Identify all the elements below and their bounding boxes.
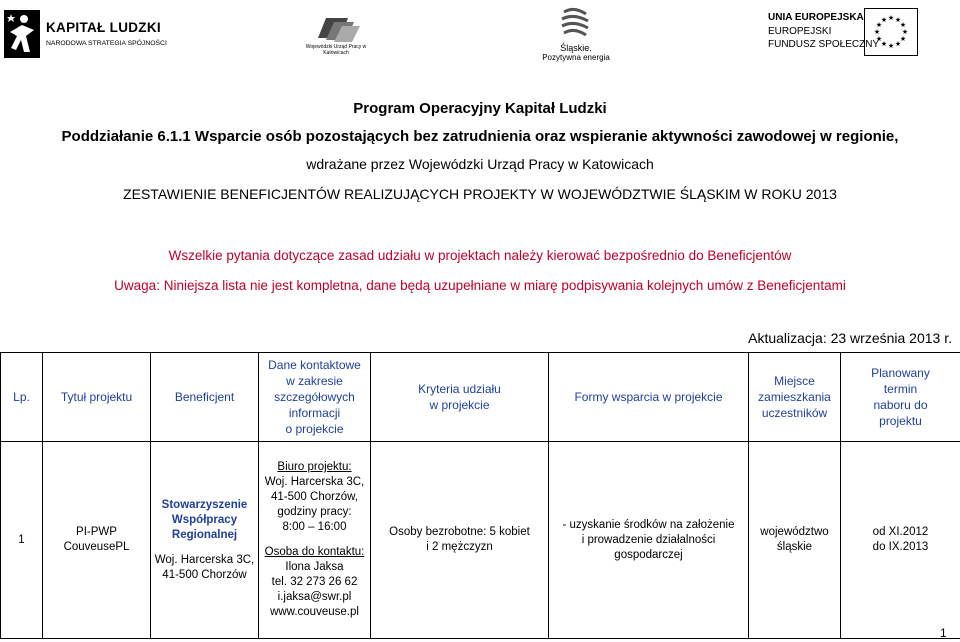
cell-contact: [259, 442, 371, 639]
cell-beneficiary: [151, 442, 259, 639]
office-line: 8:00 – 16:00: [282, 521, 347, 533]
svg-text:★: ★: [887, 14, 895, 22]
header-criteria-line: Kryteria udziału: [418, 382, 501, 396]
header-residence-line: zamieszkania: [758, 390, 831, 404]
svg-text:★: ★: [899, 21, 907, 29]
slaskie-waves-icon: [556, 6, 596, 42]
criteria-line: i 2 mężczyzn: [426, 541, 493, 553]
slaskie-logo: [536, 6, 616, 62]
svg-text:★: ★: [875, 35, 883, 43]
header-contact-line: Dane kontaktowe: [268, 358, 361, 372]
cell-criteria: [371, 442, 549, 639]
table-row: [1, 442, 960, 639]
beneficiary-name-line: Stowarzyszenie: [161, 498, 248, 511]
header-term-line: naboru do: [873, 398, 928, 412]
beneficiary-address-line: 41-500 Chorzów: [162, 568, 247, 581]
cell-residence: [749, 442, 841, 639]
header-residence: [749, 353, 841, 442]
header-term-line: termin: [883, 382, 918, 396]
header-forms: Formy wsparcia w projekcie: [549, 353, 749, 442]
contact-label: Osoba do kontaktu:: [264, 546, 365, 558]
header-beneficiary: Beneficjent: [151, 353, 259, 442]
incomplete-list-notice: Uwaga: Niniejsza lista nie jest kompletna, dane będą uzupełniane w miarę podpisywania kolejnych umów z Beneficjentami: [114, 278, 846, 293]
beneficiary-name-line: Regionalnej: [171, 528, 238, 541]
update-date: Aktualizacja: 23 września 2013 r.: [748, 330, 952, 346]
questions-notice: Wszelkie pytania dotyczące zasad udziału w projektach należy kierować bezpośrednio do Beneficjentów: [168, 248, 792, 263]
contact-line: Ilona Jaksa: [285, 561, 344, 573]
header-contact-line: w zakresie: [286, 374, 343, 388]
residence-line: śląskie: [776, 541, 813, 553]
header-term-line: projektu: [879, 414, 922, 428]
eu-line-3: FUNDUSZ SPOŁECZNY: [768, 39, 880, 50]
measure-title: Poddziałanie 6.1.1 Wsparcie osób pozostających bez zatrudnienia oraz wspieranie aktywności zawodowej w regionie,: [61, 128, 899, 145]
office-line: 41-500 Chorzów,: [271, 491, 358, 503]
eu-flag-icon: [864, 8, 918, 56]
wup-text: Wojewódzki Urząd Pracy w Katowicach: [305, 44, 367, 56]
kapital-ludzki-subtitle: NARODOWA STRATEGIA SPÓJNOŚCI: [46, 40, 167, 47]
beneficiaries-table: [0, 352, 960, 639]
beneficiary-name-line: Współpracy: [171, 513, 238, 526]
header-lp: Lp.: [1, 353, 43, 442]
slaskie-name: Śląskie.: [560, 43, 592, 53]
cell-lp: 1: [1, 442, 43, 639]
header-contact: [259, 353, 371, 442]
header-term-line: Planowany: [871, 366, 930, 380]
svg-text:★: ★: [894, 40, 902, 48]
page-number: 1: [940, 626, 947, 640]
wup-logo: [304, 14, 368, 64]
cell-title: [43, 442, 151, 639]
table-header-row: [1, 353, 960, 442]
term-line: do IX.2013: [872, 541, 929, 553]
slaskie-tagline: Pozytywna energia: [542, 53, 610, 62]
header-contact-line: szczegółowych: [274, 390, 355, 404]
svg-text:★: ★: [899, 35, 907, 43]
svg-text:★: ★: [873, 28, 881, 36]
wup-emblem-icon: [304, 14, 368, 44]
contact-website[interactable]: www.couveuse.pl: [270, 606, 359, 618]
beneficiary-address-line: Woj. Harcerska 3C,: [154, 553, 255, 566]
kapital-ludzki-emblem-icon: [4, 10, 40, 58]
header-contact-line: o projekcie: [285, 422, 344, 436]
svg-text:★: ★: [887, 42, 895, 50]
kapital-ludzki-logo: [4, 8, 167, 60]
summary-title: ZESTAWIENIE BENEFICJENTÓW REALIZUJĄCYCH PROJEKTY W WOJEWÓDZTWIE ŚLĄSKIM W ROKU 2013: [123, 186, 837, 202]
cell-title-line: PI-PWP: [76, 526, 117, 538]
contact-email[interactable]: i.jaksa@swr.pl: [277, 591, 352, 603]
implemented-by: wdrażane przez Wojewódzki Urząd Pracy w Katowicach: [306, 156, 654, 172]
svg-text:★: ★: [875, 21, 883, 29]
cell-title-line: CouveusePL: [63, 541, 130, 553]
header-criteria: [371, 353, 549, 442]
header-contact-line: informacji: [288, 406, 341, 420]
office-label: Biuro projektu:: [277, 461, 352, 473]
forms-line: - uzyskanie środków na założenie: [562, 518, 735, 531]
forms-line: gospodarczej: [614, 548, 683, 561]
program-title: Program Operacyjny Kapitał Ludzki: [353, 100, 607, 117]
kapital-ludzki-title: KAPITAŁ LUDZKI: [46, 20, 161, 35]
svg-text:★: ★: [880, 16, 888, 24]
residence-line: województwo: [760, 526, 829, 538]
header-residence-line: Miejsce: [774, 374, 815, 388]
svg-text:★: ★: [894, 16, 902, 24]
contact-line: tel. 32 273 26 62: [271, 576, 358, 588]
eu-line-1: UNIA EUROPEJSKA: [768, 12, 864, 23]
svg-text:★: ★: [901, 28, 909, 36]
eu-logo: [762, 8, 958, 54]
office-line: godziny pracy:: [277, 506, 352, 518]
office-line: Woj. Harcerska 3C,: [264, 476, 365, 488]
header-criteria-line: w projekcie: [429, 398, 490, 412]
header-title: Tytuł projektu: [43, 353, 151, 442]
cell-forms: [549, 442, 749, 639]
cell-term: [841, 442, 960, 639]
criteria-line: Osoby bezrobotne: 5 kobiet: [389, 526, 530, 538]
eu-line-2: EUROPEJSKI: [768, 26, 832, 37]
header-term: [841, 353, 960, 442]
forms-line: i prowadzenie działalności: [581, 533, 716, 546]
svg-text:★: ★: [880, 40, 888, 48]
header-residence-line: uczestników: [761, 406, 828, 420]
term-line: od XI.2012: [872, 526, 929, 538]
